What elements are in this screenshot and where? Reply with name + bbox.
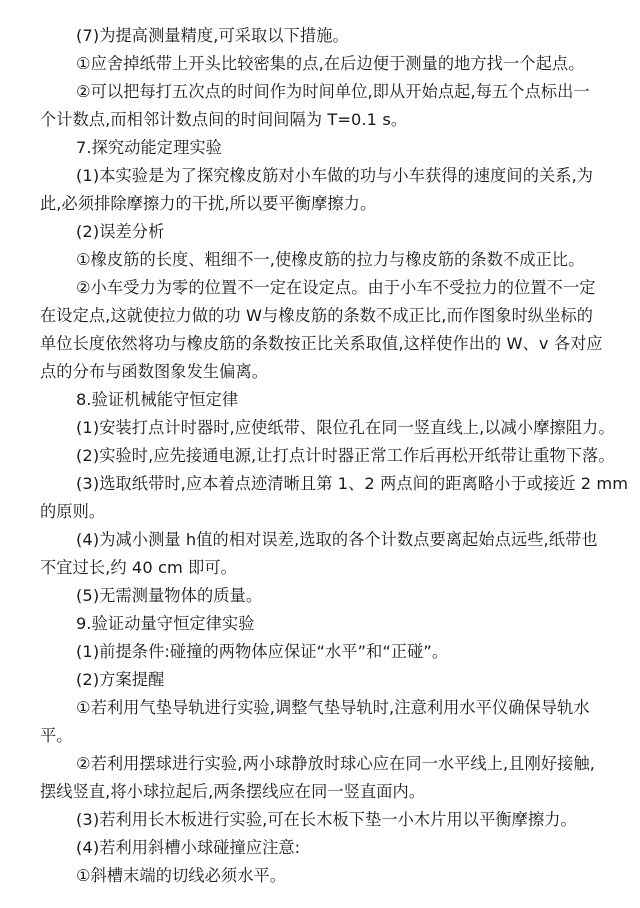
text-line-21: (5)无需测量物体的质量。 (76, 586, 263, 605)
text-line-3: ②可以把每打五次点的时间作为时间单位,即从开始点起,每五个点标出一 (76, 82, 590, 101)
text-line-10: ②小车受力为零的位置不一定在设定点。由于小车不受拉力的位置不一定 (76, 278, 596, 297)
text-line-13: 点的分布与函数图象发生偏离。 (40, 362, 269, 381)
text-line-30: (4)若利用斜槽小球碰撞应注意: (76, 838, 301, 857)
text-line-26: 平。 (40, 726, 73, 745)
text-line-2: ①应舍掉纸带上开头比较密集的点,在后边便于测量的地方找一个起点。 (76, 54, 585, 73)
section-heading-7: 7.探究动能定理实验 (76, 138, 222, 157)
text-line-29: (3)若利用长木板进行实验,可在长木板下垫一小木片用以平衡摩擦力。 (76, 810, 577, 829)
text-line-1: (7)为提高测量精度,可采取以下措施。 (76, 26, 349, 45)
text-line-11: 在设定点,这就使拉力做的功 W与橡皮筋的条数不成正比,而作图象时纵坐标的 (40, 306, 594, 325)
text-line-19: (4)为减小测量 h值的相对误差,选取的各个计数点要离起始点远些,纸带也 (76, 530, 598, 549)
text-line-17: (3)选取纸带时,应本着点迹清晰且第 1、2 两点间的距离略小于或接近 2 mm (76, 474, 629, 493)
text-line-23: (1)前提条件:碰撞的两物体应保证“水平”和“正碰”。 (76, 642, 449, 661)
text-line-20: 不宜过长,约 40 cm 即可。 (40, 558, 237, 577)
text-line-15: (1)安装打点计时器时,应使纸带、限位孔在同一竖直线上,以减小摩擦阻力。 (76, 418, 615, 437)
text-line-27: ②若利用摆球进行实验,两小球静放时球心应在同一水平线上,且刚好接触, (76, 754, 595, 773)
text-line-24: (2)方案提醒 (76, 670, 165, 689)
text-line-4: 个计数点,而相邻计数点间的时间间隔为 T=0.1 s。 (40, 110, 408, 129)
section-heading-9: 9.验证动量守恒定律实验 (76, 614, 255, 633)
text-line-12: 单位长度依然将功与橡皮筋的条数按正比关系取值,这样使作出的 W、v 各对应 (40, 334, 603, 353)
text-line-7: 此,必须排除摩擦力的干扰,所以要平衡摩擦力。 (40, 194, 377, 213)
text-line-18: 的原则。 (40, 502, 106, 521)
text-line-16: (2)实验时,应先接通电源,让打点计时器正常工作后再松开纸带让重物下落。 (76, 446, 615, 465)
text-line-6: (1)本实验是为了探究橡皮筋对小车做的功与小车获得的速度间的关系,为 (76, 166, 594, 185)
section-heading-8: 8.验证机械能守恒定律 (76, 390, 239, 409)
text-line-25: ①若利用气垫导轨进行实验,调整气垫导轨时,注意利用水平仪确保导轨水 (76, 698, 590, 717)
text-line-31: ①斜槽末端的切线必须水平。 (76, 866, 287, 885)
text-line-9: ①橡皮筋的长度、粗细不一,使橡皮筋的拉力与橡皮筋的条数不成正比。 (76, 250, 585, 269)
text-line-28: 摆线竖直,将小球拉起后,两条摆线应在同一竖直面内。 (40, 782, 426, 801)
text-line-8: (2)误差分析 (76, 222, 165, 241)
